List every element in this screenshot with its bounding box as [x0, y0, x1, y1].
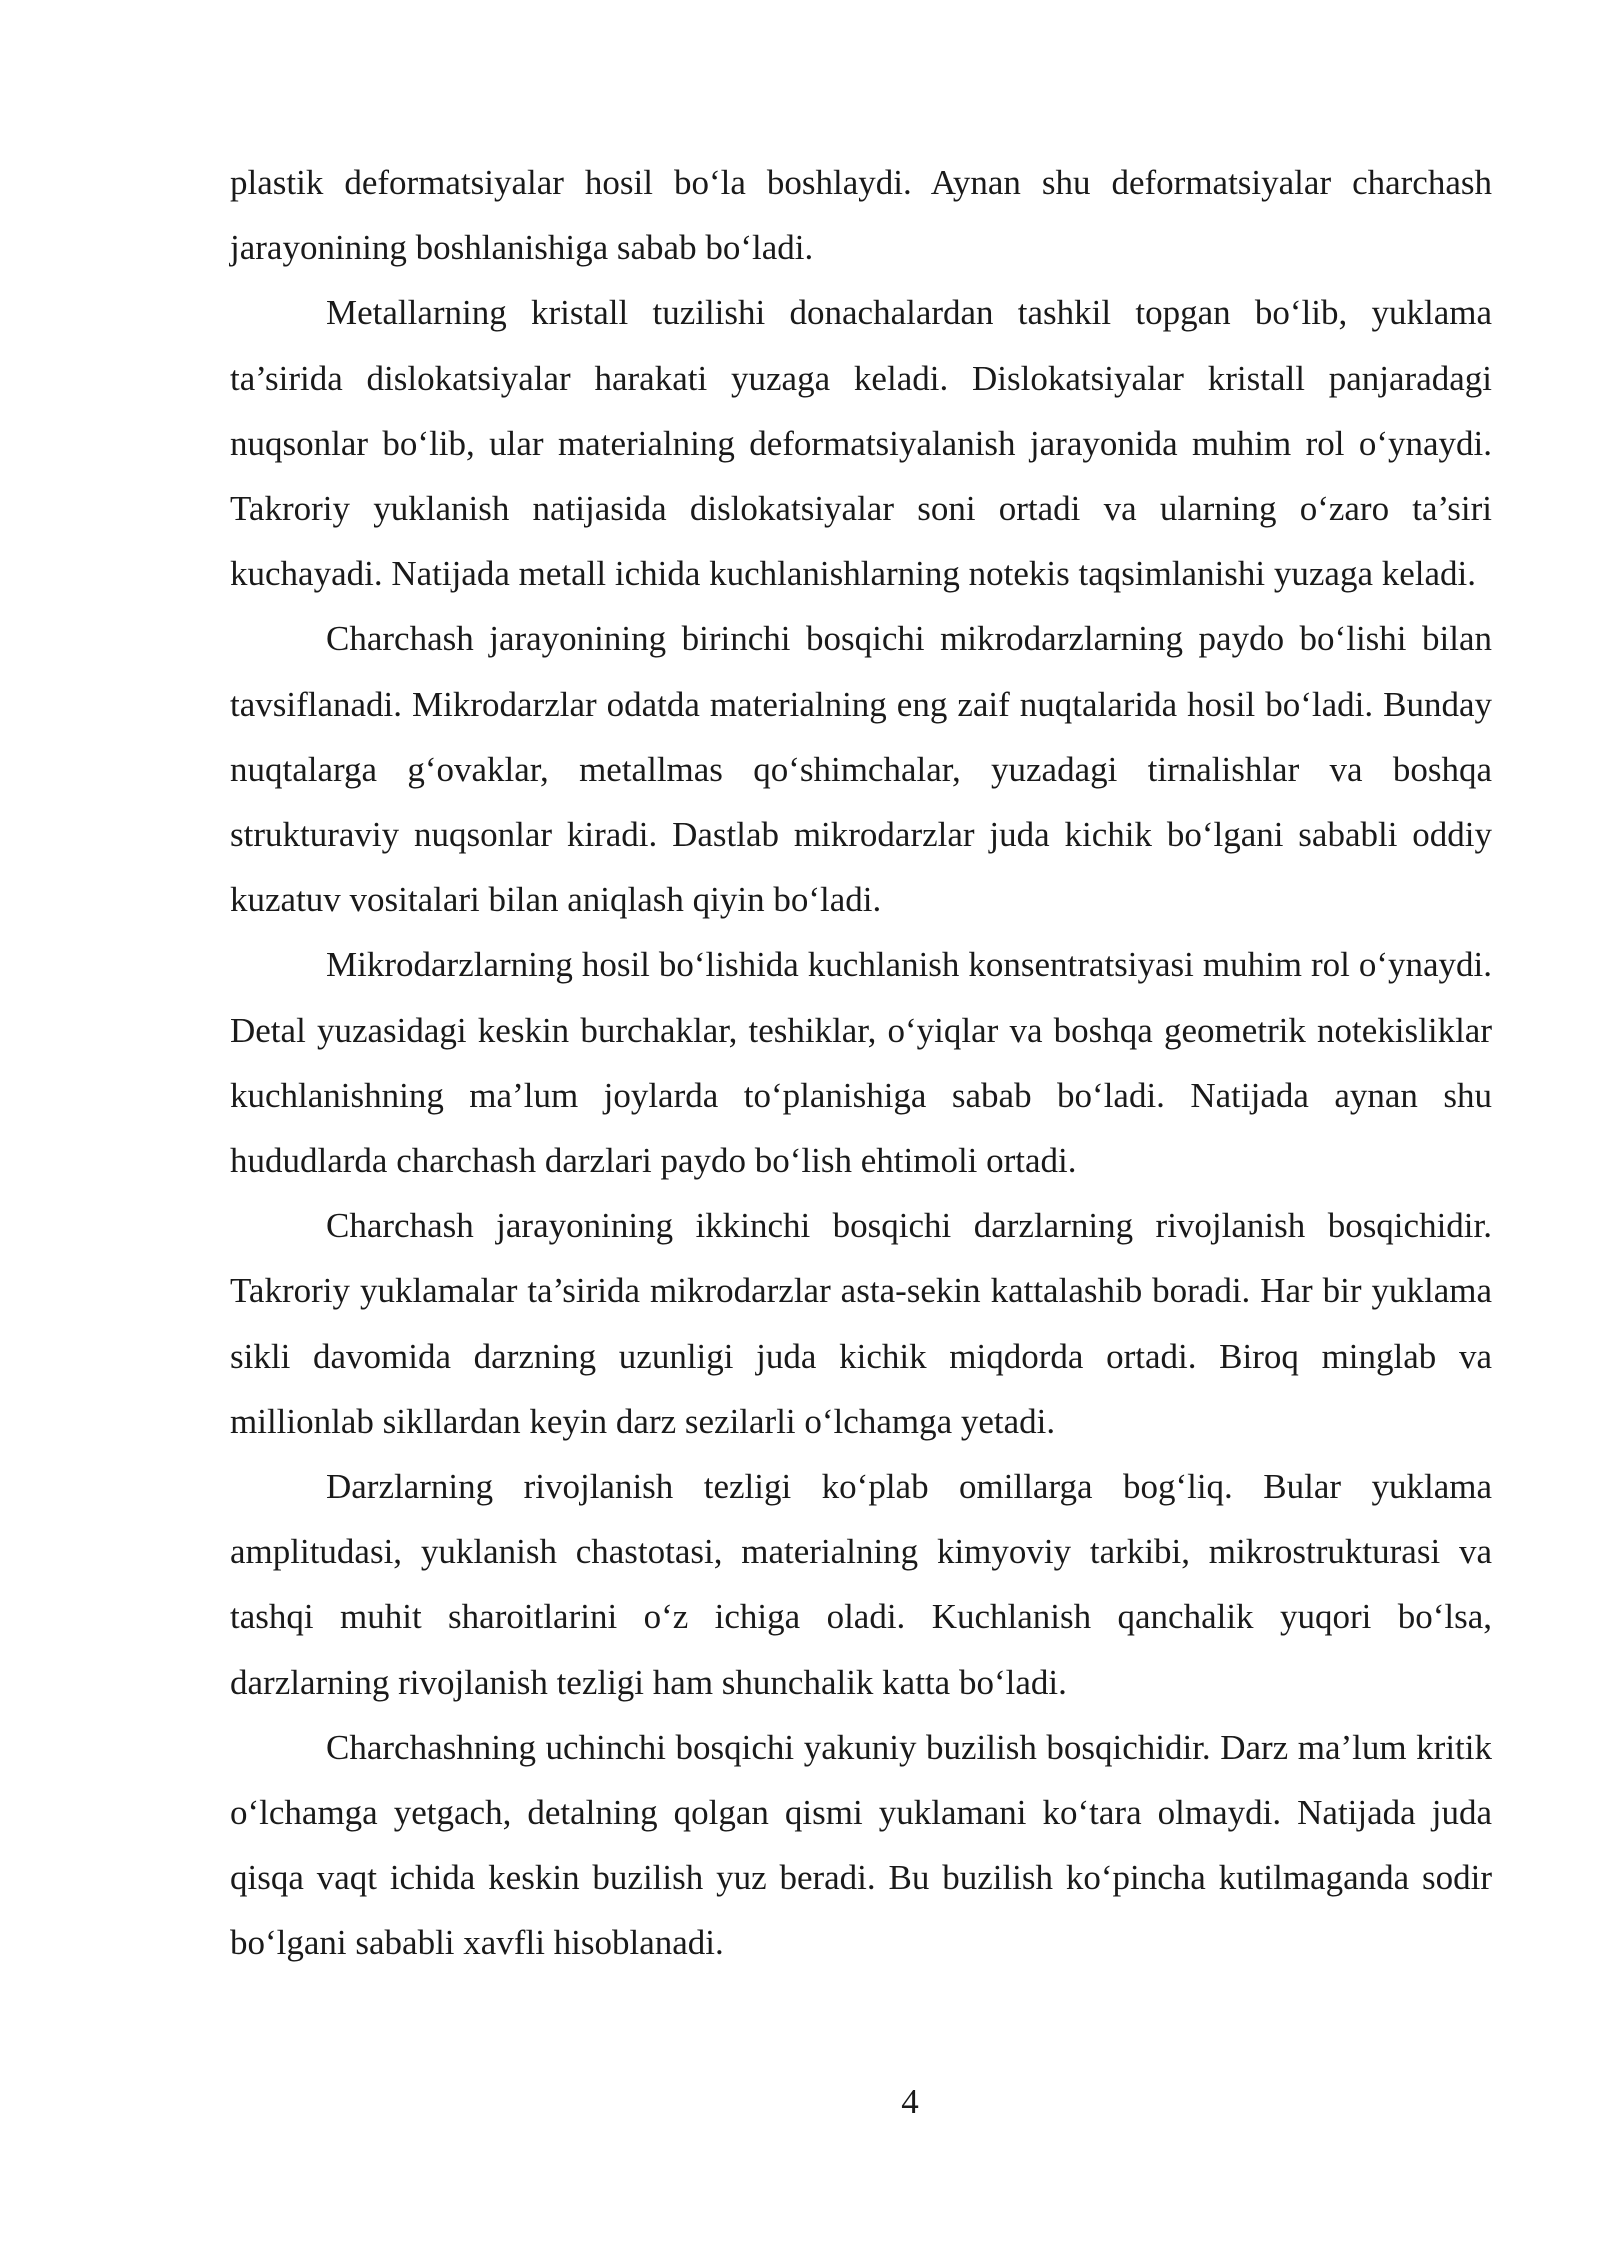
paragraph-first-stage: Charchash jarayonining birinchi bosqichi mikrodarzlarning paydo boʻlishi bilan tavsiflanadi. Mikrodarzlar odatda materialning eng zaif nuqtalarida hosil boʻladi. Bunday nuqtalarga gʻovaklar, metallmas qoʻshimchalar, yuzadagi tirnalishlar va boshqa strukturaviy nuqsonlar kiradi. Dastlab mikrodarzlar juda kichik boʻlgani sababli oddiy kuzatuv vositalari bilan aniqlash qiyin boʻladi. — [230, 619, 1492, 920]
paragraph-third-stage: Charchashning uchinchi bosqichi yakuniy buzilish bosqichidir. Darz ma’lum kritik oʻlchamga yetgach, detalning qolgan qismi yuklamani koʻtara olmaydi. Natijada juda qisqa vaqt ichida keskin buzilish yuz beradi. Bu buzilish koʻpincha kutilmaganda sodir boʻlgani sababli xavfli hisoblanadi. — [230, 1727, 1492, 1963]
paragraph-second-stage: Charchash jarayonining ikkinchi bosqichi darzlarning rivojlanish bosqichidir. Takroriy yuklamalar ta’sirida mikrodarzlar asta-sekin kattalashib boradi. Har bir yuklama sikli davomida darzning uzunligi juda kichik miqdorda ortadi. Biroq minglab va millionlab sikllardan keyin darz sezilarli oʻlchamga yetadi. — [230, 1206, 1492, 1441]
page-number: 4 — [901, 2082, 919, 2121]
paragraph-continued: plastik deformatsiyalar hosil boʻla boshlaydi. Aynan shu deformatsiyalar charchash jarayonining boshlanishiga sabab boʻladi. — [230, 163, 1492, 268]
paragraph-dislocations: Metallarning kristall tuzilishi donachalardan tashkil topgan boʻlib, yuklama ta’sirida dislokatsiyalar harakati yuzaga keladi. Dislokatsiyalar kristall panjaradagi nuqsonlar boʻlib, ular materialning deformatsiyalanish jarayonida muhim rol oʻynaydi. Takroriy yuklanish natijasida dislokatsiyalar soni ortadi va ularning oʻzaro ta’siri kuchayadi. Natijada metall ichida kuchlanishlarning notekis taqsimlanishi yuzaga keladi. — [230, 293, 1492, 594]
body-text — [230, 150, 1492, 1976]
paragraph-growth-rate: Darzlarning rivojlanish tezligi koʻplab omillarga bogʻliq. Bular yuklama amplitudasi, yuklanish chastotasi, materialning kimyoviy tarkibi, mikrostrukturasi va tashqi muhit sharoitlarini oʻz ichiga oladi. Kuchlanish qanchalik yuqori boʻlsa, darzlarning rivojlanish tezligi ham shunchalik katta boʻladi. — [230, 1467, 1492, 1702]
paragraph-stress-concentration: Mikrodarzlarning hosil boʻlishida kuchlanish konsentratsiyasi muhim rol oʻynaydi. Detal yuzasidagi keskin burchaklar, teshiklar, oʻyiqlar va boshqa geometrik notekisliklar kuchlanishning ma’lum joylarda toʻplanishiga sabab boʻladi. Natijada aynan shu hududlarda charchash darzlari paydo boʻlish ehtimoli ortadi. — [230, 945, 1492, 1181]
